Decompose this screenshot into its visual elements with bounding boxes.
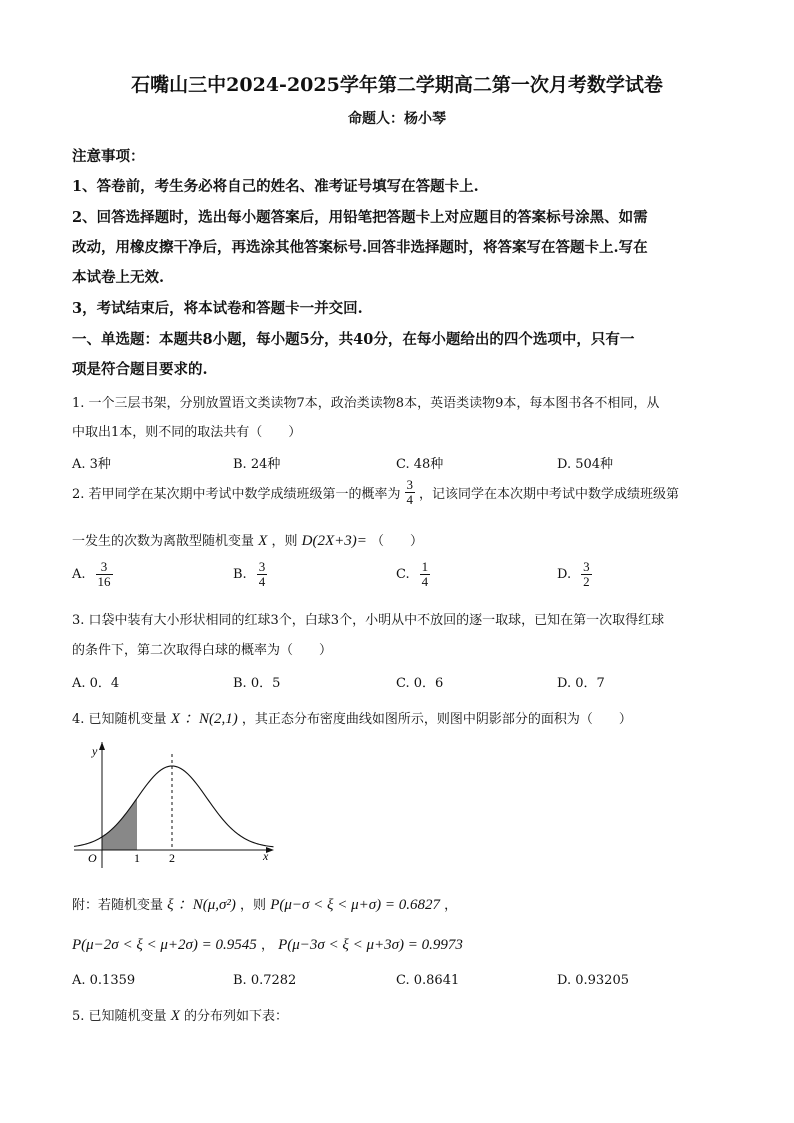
y-axis-label: y bbox=[92, 744, 98, 758]
note-2-line-2: 改动，用橡皮擦干净后，再选涂其他答案标号.回答非选择题时，将答案写在答题卡上.写在 bbox=[72, 239, 648, 256]
q2-fraction-numerator: 3 bbox=[406, 477, 414, 492]
q4-appendix-expr-2: P(μ−2σ < ξ < μ+2σ) = 0.9545 bbox=[72, 937, 257, 953]
section-1-line-1: 一、单选题：本题共8小题，每小题5分，共40分，在每小题给出的四个选项中，只有一 bbox=[72, 331, 635, 348]
q1-option-a: A. 3种 bbox=[72, 457, 111, 472]
section-1-line-2: 项是符合题目要求的. bbox=[72, 361, 208, 378]
q2-option-a-numerator: 3 bbox=[100, 559, 108, 574]
note-3: 3，考试结束后，将本试卷和答题卡一并交回. bbox=[72, 300, 363, 317]
q4-line-1 bbox=[72, 707, 632, 728]
q2-option-b-fraction bbox=[257, 560, 268, 590]
q4-distribution: ：N(2,1) bbox=[184, 711, 238, 727]
q2-option-b-numerator: 3 bbox=[258, 559, 266, 574]
q1-option-b: B. 24种 bbox=[233, 457, 281, 472]
q2-option-c-numerator: 1 bbox=[421, 559, 429, 574]
q1-line-1: 1. 一个三层书架，分别放置语文类读物7本，政治类读物8本，英语类读物9本，每本图书各不相同，从 bbox=[72, 396, 660, 411]
q4-option-c: C. 0.8641 bbox=[396, 973, 460, 988]
q4-option-d: D. 0.93205 bbox=[557, 973, 629, 988]
q2-option-c-fraction bbox=[420, 560, 431, 590]
q2-option-b-label: B. bbox=[233, 567, 247, 583]
q1-option-d: D. 504种 bbox=[557, 457, 614, 472]
q2-option-a-fraction bbox=[96, 560, 113, 590]
q4-appendix-text-1: 附：若随机变量 bbox=[72, 898, 164, 913]
q2-line-1 bbox=[72, 478, 679, 508]
q2-text-part-1: 2. 若甲同学在某次期中考试中数学成绩班级第一的概率为 bbox=[72, 487, 401, 503]
q4-appendix-expr-1: P(μ−σ < ξ < μ+σ) = 0.6827 bbox=[270, 897, 440, 913]
origin-label: O bbox=[88, 851, 97, 865]
q2-text-part-5: （ ） bbox=[371, 534, 424, 549]
q4-option-b: B. 0.7282 bbox=[233, 973, 297, 988]
q3-option-b: B. 0．5 bbox=[233, 676, 281, 691]
q4-appendix-variable: ξ bbox=[167, 897, 174, 913]
q2-option-b bbox=[233, 560, 267, 590]
q4-text-part-2: ，其正态分布密度曲线如图所示，则图中阴影部分的面积为（ ） bbox=[241, 712, 632, 727]
q2-option-d-numerator: 3 bbox=[583, 559, 590, 574]
x-tick-1: 1 bbox=[134, 851, 140, 865]
note-2-line-1: 2、回答选择题时，选出每小题答案后，用铅笔把答题卡上对应题目的答案标号涂黑、如需 bbox=[72, 209, 648, 226]
q3-option-a: A. 0．4 bbox=[72, 676, 120, 691]
q4-appendix-expr-3: P(μ−3σ < ξ < μ+3σ) = 0.9973 bbox=[278, 937, 463, 953]
q4-option-a: A. 0.1359 bbox=[72, 973, 136, 988]
x-tick-2: 2 bbox=[169, 851, 175, 865]
q5-variable: X bbox=[170, 1008, 180, 1024]
q2-option-d-fraction bbox=[581, 560, 592, 590]
x-axis-label: x bbox=[263, 849, 269, 863]
q2-option-d-denominator: 2 bbox=[583, 574, 590, 590]
q5-text-part-2: 的分布列如下表： bbox=[184, 1009, 289, 1024]
y-axis-arrow bbox=[99, 742, 105, 750]
q3-line-2: 的条件下，第二次取得白球的概率为（ ） bbox=[72, 643, 333, 658]
q5-text-part-1: 5. 已知随机变量 bbox=[72, 1009, 167, 1024]
q2-option-b-denominator: 4 bbox=[258, 574, 266, 590]
q2-fraction-denominator: 4 bbox=[406, 492, 414, 508]
q2-text-part-3: 一发生的次数为离散型随机变量 bbox=[72, 534, 255, 549]
q5-line-1 bbox=[72, 1005, 288, 1025]
q2-option-d-label: D. bbox=[557, 567, 572, 583]
note-2-line-3: 本试卷上无效. bbox=[72, 269, 165, 286]
q1-line-2: 中取出1本，则不同的取法共有（ ） bbox=[72, 425, 302, 440]
q4-appendix-text-3: ， bbox=[444, 898, 458, 913]
q3-option-c: C. 0．6 bbox=[396, 676, 444, 691]
q4-appendix-distribution: ：N(μ,σ²) bbox=[177, 897, 236, 913]
q4-appendix-line-2 bbox=[72, 934, 463, 954]
q2-option-a-denominator: 16 bbox=[97, 574, 111, 590]
q2-option-c-label: C. bbox=[396, 567, 410, 583]
q2-text-part-2: ，记该同学在本次期中考试中数学成绩班级第 bbox=[419, 487, 680, 503]
author-line: 命题人：杨小琴 bbox=[348, 111, 446, 127]
q2-option-a-label: A. bbox=[72, 567, 86, 583]
q4-appendix-line-1 bbox=[72, 893, 457, 914]
q2-expression: D(2X+3)= bbox=[301, 533, 367, 549]
notes-heading: 注意事项： bbox=[72, 148, 145, 165]
density-curve bbox=[74, 766, 274, 847]
q3-option-d: D. 0．7 bbox=[557, 676, 605, 691]
page-title: 石嘴山三中2024-2025学年第二学期高二第一次月考数学试卷 bbox=[131, 74, 663, 96]
q2-variable: X bbox=[258, 533, 268, 549]
q4-appendix-sep: ， bbox=[260, 938, 274, 953]
q2-fraction bbox=[405, 478, 416, 508]
q4-text-part-1: 4. 已知随机变量 bbox=[72, 712, 167, 727]
q4-appendix-text-2: ，则 bbox=[240, 898, 267, 913]
q2-option-c bbox=[396, 560, 430, 590]
q1-option-c: C. 48种 bbox=[396, 457, 444, 472]
q2-text-part-4: ，则 bbox=[271, 534, 298, 549]
q2-option-d bbox=[557, 560, 592, 590]
q2-line-2 bbox=[72, 530, 423, 550]
normal-distribution-figure bbox=[70, 740, 290, 875]
q3-line-1: 3. 口袋中装有大小形状相同的红球3个，白球3个，小明从中不放回的逐一取球，已知在第一次取得红球 bbox=[72, 613, 665, 628]
note-1: 1、答卷前，考生务必将自己的姓名、准考证号填写在答题卡上. bbox=[72, 178, 479, 195]
q2-option-a bbox=[72, 560, 113, 590]
q4-variable: X bbox=[170, 711, 180, 727]
q2-option-c-denominator: 4 bbox=[421, 574, 429, 590]
